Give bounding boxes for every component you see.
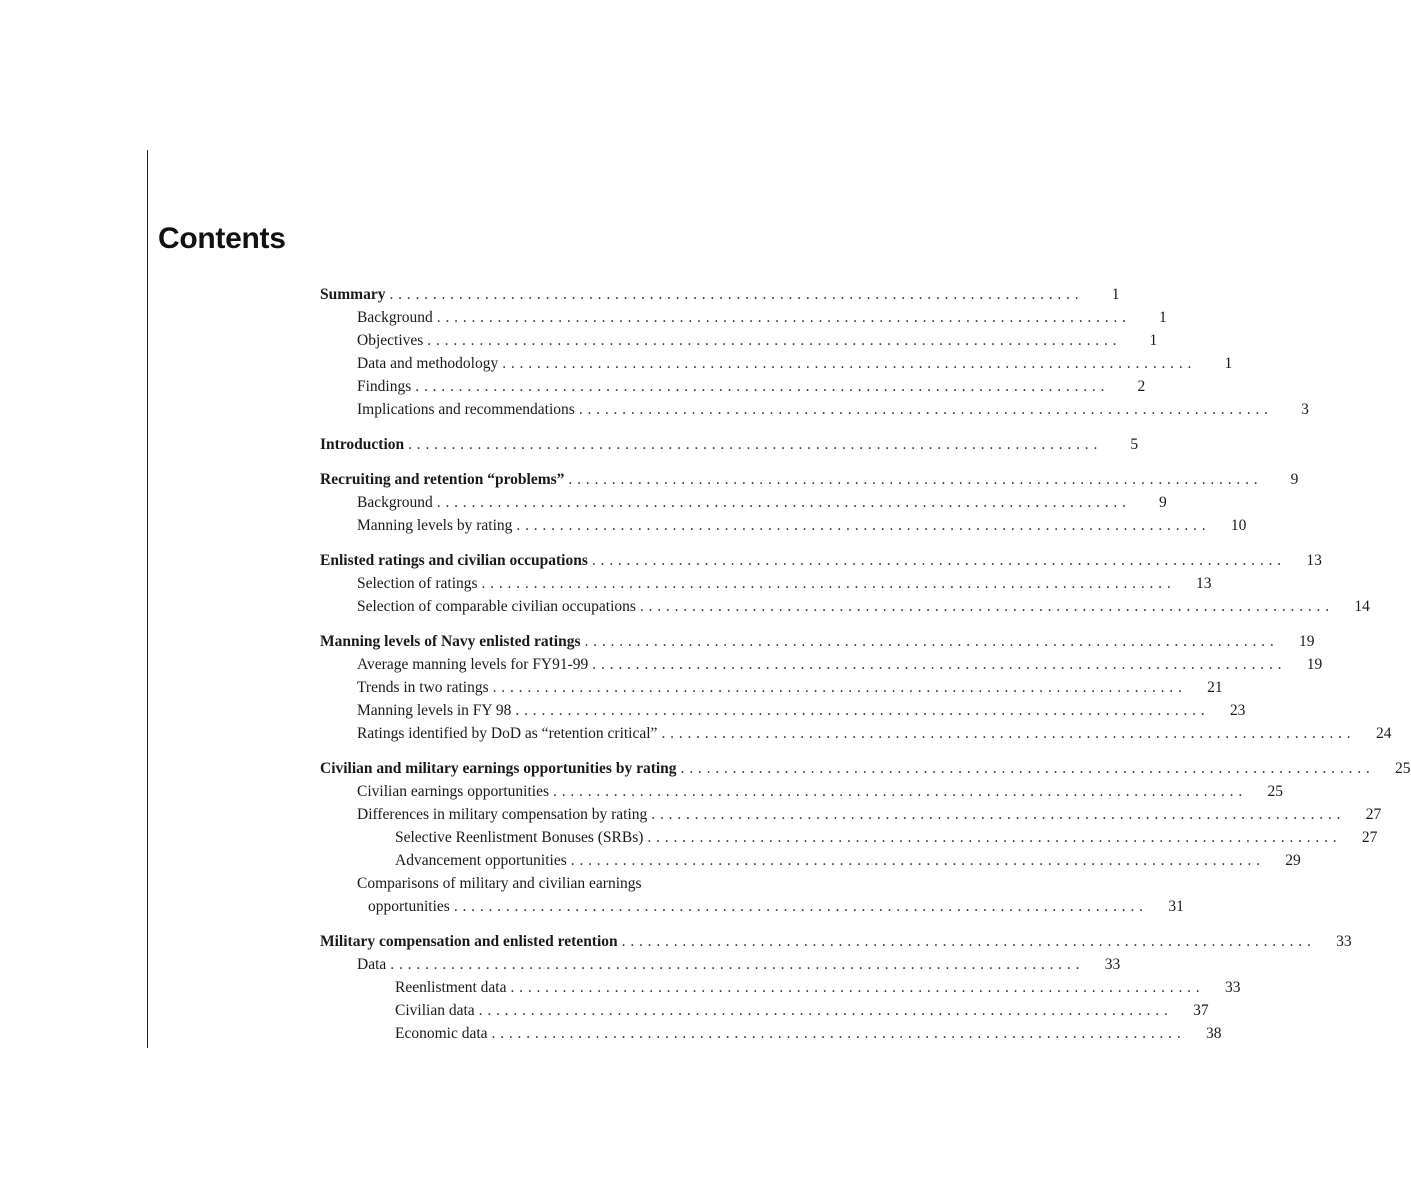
toc-subentry[interactable] xyxy=(320,375,1146,398)
dot-leader: ................................................................................ xyxy=(680,760,1375,777)
margin-rule xyxy=(147,150,148,1048)
toc-page-number: 19 xyxy=(1299,633,1315,650)
toc-page-number: 33 xyxy=(1104,956,1121,973)
toc-subentry[interactable] xyxy=(320,306,1167,329)
toc-section xyxy=(320,283,1309,421)
dot-leader: ................................................................................ xyxy=(651,806,1346,823)
dot-leader: ................................................................................ xyxy=(390,956,1085,973)
dot-leader: ................................................................................ xyxy=(516,517,1211,534)
toc-subentry[interactable] xyxy=(320,1022,1222,1045)
toc-page-number: 27 xyxy=(1361,829,1378,846)
toc-subentry[interactable] xyxy=(320,849,1301,872)
toc-entry-label: Selective Reenlistment Bonuses (SRBs) xyxy=(395,829,644,846)
toc-entry-label: Average manning levels for FY91-99 xyxy=(357,656,589,673)
toc-page-number: 3 xyxy=(1301,401,1309,418)
toc-page-number: 9 xyxy=(1159,494,1167,511)
dot-leader: ................................................................................ xyxy=(389,286,1084,303)
dot-leader: ................................................................................ xyxy=(515,702,1210,719)
toc-page-number: 25 xyxy=(1395,760,1411,777)
dot-leader: ................................................................................ xyxy=(570,852,1265,869)
dot-leader: ................................................................................ xyxy=(436,309,1131,326)
toc-subentry[interactable] xyxy=(320,976,1241,999)
toc-section xyxy=(320,930,1352,1045)
dot-leader: ................................................................................ xyxy=(568,471,1263,488)
toc-entry-label: Civilian data xyxy=(395,1002,475,1019)
toc-page-number: 13 xyxy=(1306,552,1322,569)
toc-subentry[interactable] xyxy=(320,953,1121,976)
toc-section xyxy=(320,630,1392,745)
toc-chapter-entry[interactable] xyxy=(320,283,1120,306)
toc-section xyxy=(320,757,1411,918)
dot-leader: ................................................................................ xyxy=(510,979,1205,996)
toc-entry-label: Reenlistment data xyxy=(395,979,507,996)
dot-leader: ................................................................................ xyxy=(639,598,1334,615)
dot-leader: ................................................................................ xyxy=(621,933,1316,950)
toc-subentry[interactable] xyxy=(320,653,1323,676)
toc-entry-label: Manning levels in FY 98 xyxy=(357,702,512,719)
toc-entry-label: Enlisted ratings and civilian occupations xyxy=(320,552,588,569)
toc-entry-label: Comparisons of military and civilian earnings xyxy=(357,875,642,892)
toc-entry-label: Introduction xyxy=(320,436,405,453)
dot-leader: ................................................................................ xyxy=(584,633,1279,650)
toc-entry-label: Ratings identified by DoD as “retention critical” xyxy=(357,725,658,742)
toc-entry-label: Recruiting and retention “problems” xyxy=(320,471,565,488)
toc-subentry[interactable] xyxy=(320,699,1246,722)
toc-subentry[interactable] xyxy=(320,329,1158,352)
toc-chapter-entry[interactable] xyxy=(320,930,1352,953)
toc-page-number: 1 xyxy=(1159,309,1167,326)
toc-section xyxy=(320,549,1370,618)
toc-page-number: 9 xyxy=(1290,471,1299,488)
dot-leader: ................................................................................ xyxy=(553,783,1248,800)
toc-page-number: 37 xyxy=(1193,1002,1209,1019)
toc-page-number: 23 xyxy=(1229,702,1246,719)
toc-entry-label: Summary xyxy=(320,286,386,303)
toc-entry-label: Economic data xyxy=(395,1025,488,1042)
toc-entry-label: Findings xyxy=(357,378,412,395)
toc-subentry[interactable] xyxy=(320,872,838,895)
toc-page-number: 25 xyxy=(1267,783,1284,800)
dot-leader: ................................................................................ xyxy=(661,725,1356,742)
toc-page-number: 24 xyxy=(1375,725,1392,742)
toc-subentry[interactable] xyxy=(320,722,1392,745)
toc-page-number: 13 xyxy=(1196,575,1212,592)
dot-leader: ................................................................................ xyxy=(647,829,1342,846)
toc-entry-label: Implications and recommendations xyxy=(357,401,575,418)
dot-leader: ................................................................................ xyxy=(492,679,1187,696)
dot-leader: ................................................................................ xyxy=(481,575,1176,592)
toc-section xyxy=(320,433,1139,456)
toc-subentry[interactable] xyxy=(320,595,1370,618)
page-title: Contents xyxy=(158,222,286,255)
toc-entry-label: Advancement opportunities xyxy=(395,852,567,869)
toc-entry-label: Background xyxy=(357,494,433,511)
toc-page-number: 21 xyxy=(1207,679,1223,696)
toc-page-number: 1 xyxy=(1111,286,1120,303)
toc-page-number: 19 xyxy=(1306,656,1323,673)
toc-subentry[interactable] xyxy=(320,514,1247,537)
toc-page-number: 27 xyxy=(1365,806,1382,823)
toc-chapter-entry[interactable] xyxy=(320,757,1411,780)
toc-page-number: 38 xyxy=(1206,1025,1222,1042)
toc-entry-label: Trends in two ratings xyxy=(357,679,489,696)
dot-leader: ................................................................................ xyxy=(592,656,1287,673)
toc-section xyxy=(320,468,1299,537)
toc-chapter-entry[interactable] xyxy=(320,630,1315,653)
dot-leader: ................................................................................ xyxy=(591,552,1286,569)
toc-entry-label: Civilian earnings opportunities xyxy=(357,783,550,800)
toc-entry-label: Selection of ratings xyxy=(357,575,478,592)
toc-subentry[interactable] xyxy=(320,803,1382,826)
toc-subentry[interactable] xyxy=(320,826,1378,849)
toc-page-number: 1 xyxy=(1224,355,1233,372)
toc-subentry[interactable] xyxy=(320,780,1284,803)
toc-page-number: 10 xyxy=(1230,517,1247,534)
toc-chapter-entry[interactable] xyxy=(320,433,1139,456)
toc-page-number: 31 xyxy=(1168,898,1184,915)
toc-subentry[interactable] xyxy=(320,676,1223,699)
toc-entry-label: Selection of comparable civilian occupations xyxy=(357,598,636,615)
dot-leader: ................................................................................ xyxy=(578,401,1273,418)
dot-leader: ................................................................................ xyxy=(415,378,1110,395)
toc-entry-label: Civilian and military earnings opportunities by rating xyxy=(320,760,677,777)
toc-entry-label: Military compensation and enlisted retention xyxy=(320,933,618,950)
toc-page-number: 1 xyxy=(1149,332,1158,349)
toc-page-number: 33 xyxy=(1336,933,1352,950)
dot-leader: ................................................................................ xyxy=(502,355,1197,372)
toc-entry-label: Data and methodology xyxy=(357,355,499,372)
toc-entry-label: Manning levels by rating xyxy=(357,517,513,534)
toc-chapter-entry[interactable] xyxy=(320,468,1299,491)
dot-leader: ................................................................................ xyxy=(478,1002,1173,1019)
dot-leader: ................................................................................ xyxy=(436,494,1131,511)
dot-leader: ................................................................................ xyxy=(427,332,1122,349)
toc-subentry[interactable] xyxy=(320,491,1167,514)
dot-leader: ................................................................................ xyxy=(408,436,1103,453)
toc-entry-label: Objectives xyxy=(357,332,424,349)
toc-subentry[interactable] xyxy=(320,895,1184,918)
toc-entry-label: Manning levels of Navy enlisted ratings xyxy=(320,633,581,650)
toc-subentry[interactable] xyxy=(320,398,1309,421)
toc-entry-label: Background xyxy=(357,309,433,326)
toc-subentry[interactable] xyxy=(320,352,1233,375)
toc-entry-label: Data xyxy=(357,956,387,973)
toc-page-number: 29 xyxy=(1285,852,1301,869)
table-of-contents xyxy=(320,283,1411,1057)
toc-page-number: 2 xyxy=(1137,378,1146,395)
toc-subentry[interactable] xyxy=(320,999,1209,1022)
toc-subentry[interactable] xyxy=(320,572,1212,595)
toc-chapter-entry[interactable] xyxy=(320,549,1322,572)
toc-page-number: 5 xyxy=(1130,436,1139,453)
toc-entry-label: opportunities xyxy=(368,898,450,915)
toc-page-number: 33 xyxy=(1224,979,1241,996)
dot-leader: ................................................................................ xyxy=(453,898,1148,915)
toc-page-number: 14 xyxy=(1354,598,1370,615)
toc-entry-label: Differences in military compensation by rating xyxy=(357,806,648,823)
dot-leader: ................................................................................ xyxy=(491,1025,1186,1042)
